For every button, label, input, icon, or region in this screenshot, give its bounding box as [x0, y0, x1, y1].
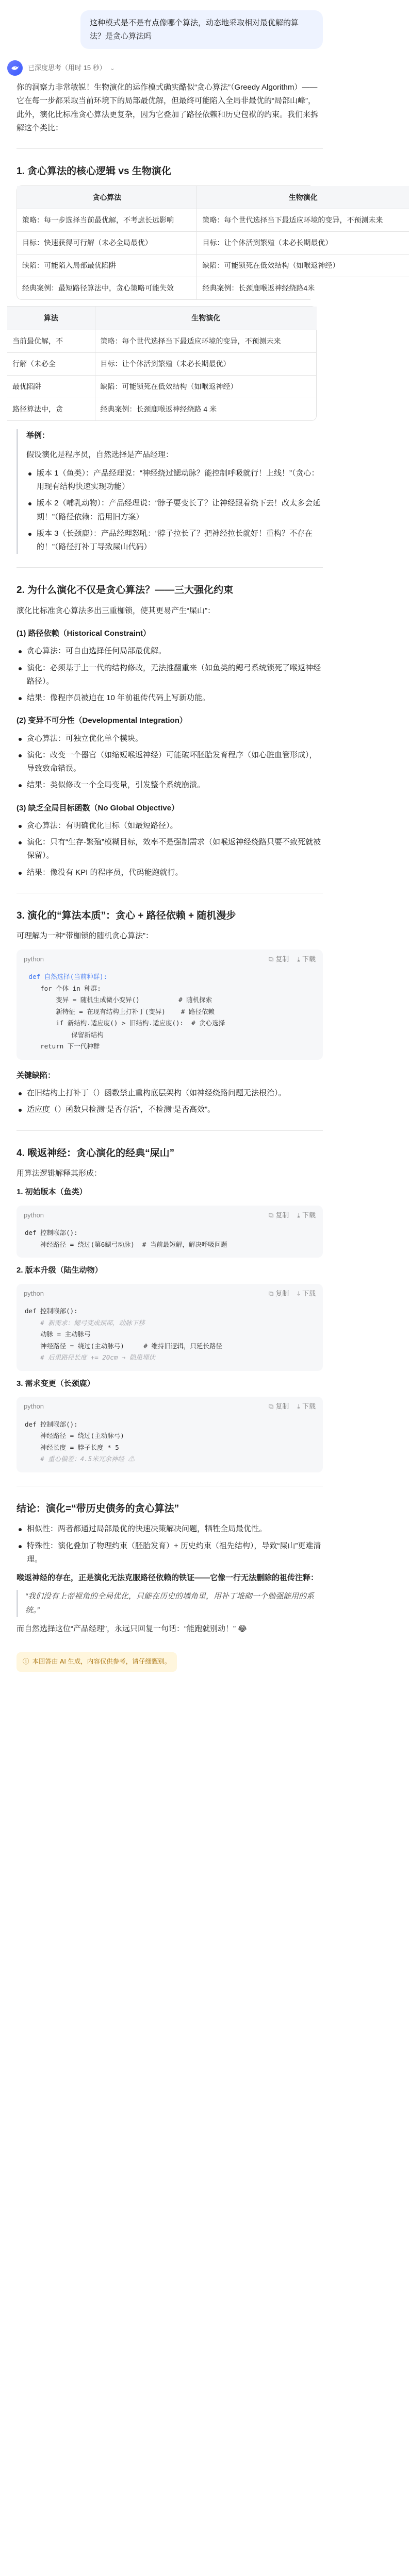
code-language: python	[24, 1402, 44, 1410]
download-label: 下载	[302, 1402, 316, 1410]
conclusion-list	[17, 1522, 323, 1566]
code-line: # 新需求：鳃弓变成颈部，动脉下移	[25, 1318, 145, 1327]
copy-icon: ⧉	[268, 1402, 274, 1410]
download-icon: ⤓	[297, 1289, 300, 1297]
assistant-header	[7, 60, 323, 76]
table-cell: 策略：每个世代选择当下最适应环境的变异，不预测未来	[197, 209, 409, 232]
download-icon: ⤓	[297, 1211, 300, 1219]
comparison-table-scrolled-view	[7, 307, 317, 420]
example-title: 举例：	[26, 431, 50, 440]
table-row	[7, 398, 317, 421]
code-line: def 控制喉部():	[25, 1420, 78, 1428]
divider	[17, 148, 323, 149]
code-line: 神经长度 = 脖子长度 * 5	[25, 1443, 119, 1451]
table-cell: 当前最优解，不	[7, 330, 95, 352]
copy-icon: ⧉	[268, 955, 274, 963]
code-block	[17, 950, 323, 1060]
code-line: 动脉 = 主动脉弓	[25, 1330, 91, 1338]
code-language: python	[24, 1289, 44, 1297]
download-code-button[interactable]	[297, 1288, 316, 1300]
list-item: 结果：类似修改一个全局变量，引发整个系统崩溃。	[17, 778, 323, 792]
key-defects-list	[17, 1087, 323, 1117]
table-cell: 目标：让个体活到繁殖（未必长期最优）	[197, 232, 409, 255]
code-language: python	[24, 1211, 44, 1219]
code-content	[17, 969, 323, 1060]
table-row	[7, 376, 317, 398]
section-2-title: 2. 为什么演化不仅是贪心算法？——三大强化约束	[17, 585, 234, 596]
subsection-1-list	[17, 645, 323, 705]
copy-code-button[interactable]	[269, 1401, 289, 1413]
section-3-title: 3. 演化的“算法本质”：贪心 + 路径依赖 + 随机漫步	[17, 910, 236, 921]
subsection-3-title: (3) 缺乏全局目标函数（No Global Objective）	[17, 803, 179, 812]
assistant-answer	[7, 81, 383, 1672]
code-line: # 重心偏差：4.5米冗余神经 ⚠	[25, 1455, 135, 1463]
table-cell: 路径算法中，贪	[7, 398, 95, 421]
code-block	[17, 1284, 323, 1371]
example-list	[26, 467, 323, 554]
copy-icon: ⧉	[268, 1289, 274, 1297]
table-row	[7, 352, 317, 375]
table-cell: 缺陷：可能锁死在低效结构（如喉返神经）	[95, 376, 317, 398]
table-header: 生物演化	[197, 186, 409, 209]
deep-think-toggle[interactable]	[28, 62, 115, 74]
chevron-down-icon: ⌄	[110, 65, 115, 72]
code-line: if 新结构.适应度() > 旧结构.适应度(): # 贪心选择	[25, 1019, 225, 1027]
list-item: 演化：改变一个器官（如缩短喉返神经）可能破坏胚胎发育程序（如心脏血管形成），导致致命错误。	[17, 749, 323, 776]
disclaimer-text: 本回答由 AI 生成，内容仅供参考，请仔细甄别。	[32, 1658, 171, 1665]
example-block	[17, 429, 323, 554]
intro-paragraph: 你的洞察力非常敏锐！生物演化的运作模式确实酷似“贪心算法”（Greedy Algorithm）——它在每一步都采取当前环境下的局部最优解，但最终可能陷入全局非最优的“局部山峰”，此外，演化比标准贪心算法更复杂，因为它叠加了路径依赖和历史包袱的约束。我们来拆解这个类比：	[17, 83, 319, 132]
comparison-table-scroll[interactable]	[17, 185, 383, 300]
subsection-2-list	[17, 732, 323, 792]
step-title: 3. 需求变更（长颈鹿）	[17, 1379, 95, 1388]
table-cell: 缺陷：可能锁死在低效结构（如喉返神经）	[197, 255, 409, 277]
code-line: def 自然选择(当前种群):	[28, 973, 108, 981]
info-icon: ⓘ	[23, 1658, 29, 1665]
table-cell: 策略：每个世代选择当下最适应环境的变异，不预测未来	[95, 330, 317, 352]
section-4-intro: 用算法逻辑解释其形成：	[17, 1169, 102, 1178]
list-item: 结果：像程序员被迫在 10 年前祖传代码上写新功能。	[17, 691, 323, 705]
download-code-button[interactable]	[297, 1401, 316, 1413]
list-item: 贪心算法：可独立优化单个模块。	[17, 732, 323, 745]
table-cell: 最优陷阱	[7, 376, 95, 398]
step-item	[17, 1377, 323, 1472]
comparison-table	[17, 186, 409, 300]
example-lead: 假设演化是程序员，自然选择是产品经理：	[26, 450, 174, 459]
code-line: 神经路径 = 绕过(主动脉弓) # 维持旧逻辑，只延长路径	[25, 1342, 222, 1350]
comparison-table-scrolled[interactable]	[7, 306, 317, 421]
code-line: 保留新结构	[25, 1030, 104, 1039]
download-label: 下载	[302, 1211, 316, 1219]
download-label: 下载	[302, 1289, 316, 1297]
download-label: 下载	[302, 955, 316, 963]
list-item: 在旧结构上打补丁（）函数禁止重构底层架构（如神经绕路问题无法根治）。	[17, 1087, 323, 1100]
steps-list	[17, 1185, 323, 1472]
table-cell: 经典案例：长颈鹿喉返神经绕路 4 米	[100, 405, 217, 414]
divider	[17, 567, 323, 568]
table-cell: 行解（未必全	[7, 352, 95, 375]
copy-code-button[interactable]	[269, 1288, 289, 1300]
section-1-title: 1. 贪心算法的核心逻辑 vs 生物演化	[17, 166, 171, 177]
table-cell: 缺陷：可能陷入局部最优陷阱	[17, 255, 197, 277]
code-block	[17, 1397, 323, 1472]
copy-label: 复制	[275, 1289, 289, 1297]
code-content	[17, 1417, 323, 1472]
code-block	[17, 1206, 323, 1258]
divider	[17, 1130, 323, 1131]
table-cell: 目标：让个体活到繁殖（未必长期最优）	[95, 352, 317, 375]
closing-quote: “我们没有上帝视角的全局优化，只能在历史的墙角里，用补丁堆砌一个勉强能用的系统。”	[17, 1590, 323, 1617]
download-icon: ⤓	[297, 955, 300, 963]
copy-code-button[interactable]	[269, 1210, 289, 1222]
list-item: 版本 1（鱼类）：产品经理说：“神经绕过鳃动脉？能控制呼吸就行！上线！”（贪心：用现有结构快速实现功能）	[26, 467, 323, 494]
section-4-title: 4. 喉返神经：贪心演化的经典“屎山”	[17, 1147, 175, 1159]
table-header: 贪心算法	[17, 186, 197, 209]
subsection-1-title: (1) 路径依赖（Historical Constraint）	[17, 629, 151, 638]
code-content	[17, 1225, 323, 1258]
list-item: 版本 3（长颈鹿）：产品经理怒吼：“脖子拉长了？把神经拉长就好！重构？不存在的！”（路径打补丁导致屎山代码）	[26, 527, 323, 554]
whale-logo-icon	[10, 63, 20, 73]
step-title: 1. 初始版本（鱼类）	[17, 1188, 87, 1197]
download-code-button[interactable]	[297, 1210, 316, 1222]
table-header: 生物演化	[95, 307, 317, 330]
copy-label: 复制	[275, 1402, 289, 1410]
code-line: 新特征 = 在现有结构上打补丁(变异) # 路径依赖	[25, 1007, 215, 1015]
code-line: # 后果路径长度 += 20cm → 隐患埋伏	[25, 1353, 155, 1362]
table-row	[17, 277, 409, 300]
table-cell: 目标：快速获得可行解（未必全局最优）	[17, 232, 197, 255]
copy-label: 复制	[275, 1211, 289, 1219]
download-icon: ⤓	[297, 1402, 300, 1410]
list-item: 特殊性：演化叠加了物理约束（胚胎发育）+ 历史约束（祖先结构），导致“屎山”更难清理。	[17, 1539, 323, 1567]
list-item: 贪心算法：可自由选择任何局部最优解。	[17, 645, 323, 658]
step-title: 2. 版本升级（陆生动物）	[17, 1266, 103, 1275]
list-item: 适应度（）函数只检测“是否存活”，不检测“是否高效”。	[17, 1103, 323, 1116]
closing-lead: 喉返神经的存在，正是演化无法克服路径依赖的铁证——它像一行无法删除的祖传注释：	[17, 1573, 319, 1582]
list-item: 结果：像没有 KPI 的程序员，代码能跑就行。	[17, 866, 323, 879]
deep-think-label: 已深度思考（用时 15 秒）	[28, 63, 106, 72]
step-item	[17, 1185, 323, 1258]
assistant-avatar	[7, 60, 23, 76]
table-row	[17, 255, 409, 277]
list-item: 贪心算法：有明确优化目标（如最短路径）。	[17, 819, 323, 833]
table-cell: 经典案例：最短路径算法中，贪心策略可能失效	[17, 277, 197, 300]
subsection-2-title: (2) 变异不可分性（Developmental Integration）	[17, 716, 187, 725]
final-line: 而自然选择这位“产品经理”，永远只回复一句话：“能跑就别动！” 😂	[17, 1624, 247, 1633]
table-row	[17, 209, 409, 232]
step-item	[17, 1264, 323, 1371]
code-line: def 控制喉部():	[25, 1229, 78, 1237]
list-item: 演化：只有“生存-繁殖”模糊目标，效率不是强制需求（如喉返神经绕路只要不致死就被保留）。	[17, 836, 323, 863]
list-item: 演化：必须基于上一代的结构修改，无法推翻重来（如鱼类的鳃弓系统锁死了喉返神经路径）。	[17, 662, 323, 689]
user-message-bubble: 这种模式是不是有点像哪个算法，动态地采取相对最优解的算法？是贪心算法吗	[80, 10, 323, 49]
table-header: 算法	[7, 307, 95, 330]
list-item: 相似性：两者都通过局部最优的快速决策解决问题，牺牲全局最优性。	[17, 1522, 323, 1536]
code-language: python	[24, 955, 44, 963]
ai-disclaimer-badge	[17, 1652, 177, 1672]
conclusion-title: 结论：演化=“带历史债务的贪心算法”	[17, 1503, 179, 1514]
list-item: 版本 2（哺乳动物）：产品经理说：“脖子要变长了？让神经跟着绕下去！改太多会延期！”（路径依赖：沿用旧方案）	[26, 497, 323, 524]
table-row	[7, 330, 317, 352]
table-cell: 策略：每一步选择当前最优解，不考虑长远影响	[17, 209, 197, 232]
code-line: 神经路径 = 绕过(第6鳃弓动脉) # 当前最短解，解决呼吸问题	[25, 1240, 227, 1248]
section-2-intro: 演化比标准贪心算法多出三重枷锁，使其更易产生“屎山”：	[17, 606, 215, 615]
code-line: 变异 = 随机生成微小变异() # 随机探索	[25, 996, 212, 1004]
user-message-row	[7, 10, 323, 49]
code-line: 神经路径 = 绕过(主动脉弓)	[25, 1432, 124, 1440]
code-line: def 控制喉部():	[25, 1307, 78, 1315]
section-3-intro: 可理解为一种“带枷锁的随机贪心算法”：	[17, 931, 153, 941]
code-line: return 下一代种群	[25, 1042, 100, 1050]
subsection-3-list	[17, 819, 323, 879]
download-code-button[interactable]	[297, 954, 316, 965]
copy-label: 复制	[275, 955, 289, 963]
table-row	[17, 232, 409, 255]
table-cell: 经典案例：长颈鹿喉返神经绕路4米	[202, 284, 315, 293]
key-defects-title: 关键缺陷：	[17, 1071, 56, 1080]
copy-code-button[interactable]	[269, 954, 289, 965]
code-content	[17, 1303, 323, 1371]
code-line: for 个体 in 种群:	[25, 984, 101, 992]
copy-icon: ⧉	[268, 1211, 274, 1219]
